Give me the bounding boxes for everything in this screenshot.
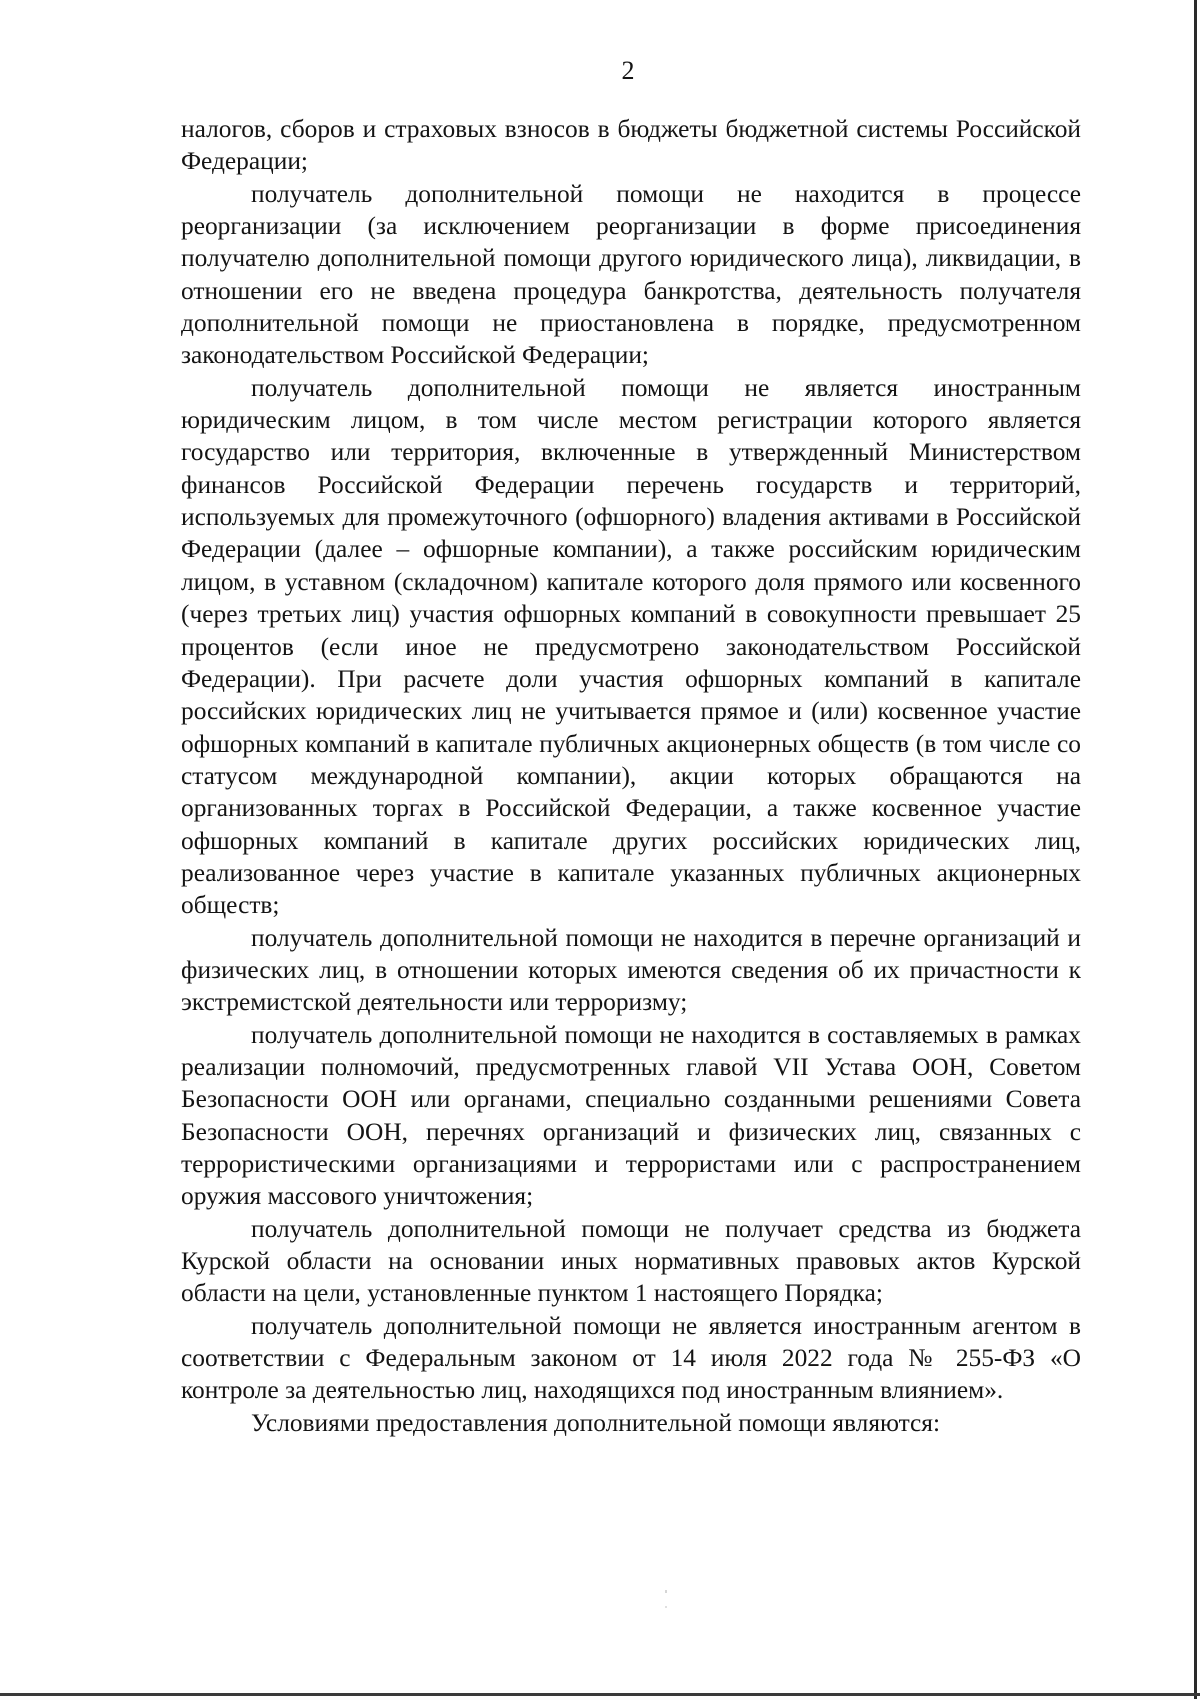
paragraph-not-un-sanctions-list: получатель дополнительной помощи не находится в составляемых в рамках реализации полномочий, предусмотренных главой VII Устава ООН, Советом Безопасности ООН или органами, специально созданными решениями Совета Безопасности ООН, перечнях организаций и физических лиц, связанных с террористическими организациями и террористами или с распространением оружия массового уничтожения;: [181, 1020, 1081, 1211]
scan-specks: [665, 1590, 667, 1630]
paragraph-not-foreign-agent: получатель дополнительной помощи не является иностранным агентом в соответствии с Федеральным законом от 14 июля 2022 года № 255-ФЗ «О контроле за деятельностью лиц, находящихся под иностранным влиянием».: [181, 1311, 1081, 1405]
paragraph-continuation-taxes: налогов, сборов и страховых взносов в бюджеты бюджетной системы Российской Федерации;: [181, 115, 1081, 176]
document-body: [181, 113, 1081, 1439]
scan-edge-bottom: [0, 1693, 1200, 1696]
page-number: 2: [621, 56, 635, 85]
paragraph-no-reorganization: получатель дополнительной помощи не находится в процессе реорганизации (за исключением реорганизации в форме присоединения получателю дополнительной помощи другого юридического лица), ликвидации, в отношении его не введена процедура банкротства, деятельность получателя дополнительной помощи не приостановлена в порядке, предусмотренном законодательством Российской Федерации;: [181, 179, 1081, 370]
paragraph-no-other-budget-funds: получатель дополнительной помощи не получает средства из бюджета Курской области на основании иных нормативных правовых актов Курской области на цели, установленные пунктом 1 настоящего Порядка;: [181, 1214, 1081, 1308]
scan-edge-right: [1194, 0, 1197, 1699]
paragraph-not-extremist-list: получатель дополнительной помощи не находится в перечне организаций и физических лиц, в отношении которых имеются сведения об их причастности к экстремистской деятельности или терроризму;: [181, 923, 1081, 1017]
paragraph-not-foreign-entity: получатель дополнительной помощи не является иностранным юридическим лицом, в том числе местом регистрации которого является государство или территория, включенные в утвержденный Министерством финансов Российской Федерации перечень государств и территорий, используемых для промежуточного (офшорного) владения активами в Российской Федерации (далее – офшорные компании), а также российским юридическим лицом, в уставном (складочном) капитале которого доля прямого или косвенного (через третьих лиц) участия офшорных компаний в совокупности превышает 25 процентов (если иное не предусмотрено законодательством Российской Федерации). При расчете доли участия офшорных компаний в капитале российских юридических лиц не учитывается прямое и (или) косвенное участие офшорных компаний в капитале публичных акционерных обществ (в том числе со статусом международной компании), акции которых обращаются на организованных торгах в Российской Федерации, а также косвенное участие офшорных компаний в капитале других российских юридических лиц, реализованное через участие в капитале указанных публичных акционерных обществ;: [181, 373, 1081, 920]
paragraph-conditions-heading: Условиями предоставления дополнительной помощи являются:: [251, 1408, 941, 1437]
